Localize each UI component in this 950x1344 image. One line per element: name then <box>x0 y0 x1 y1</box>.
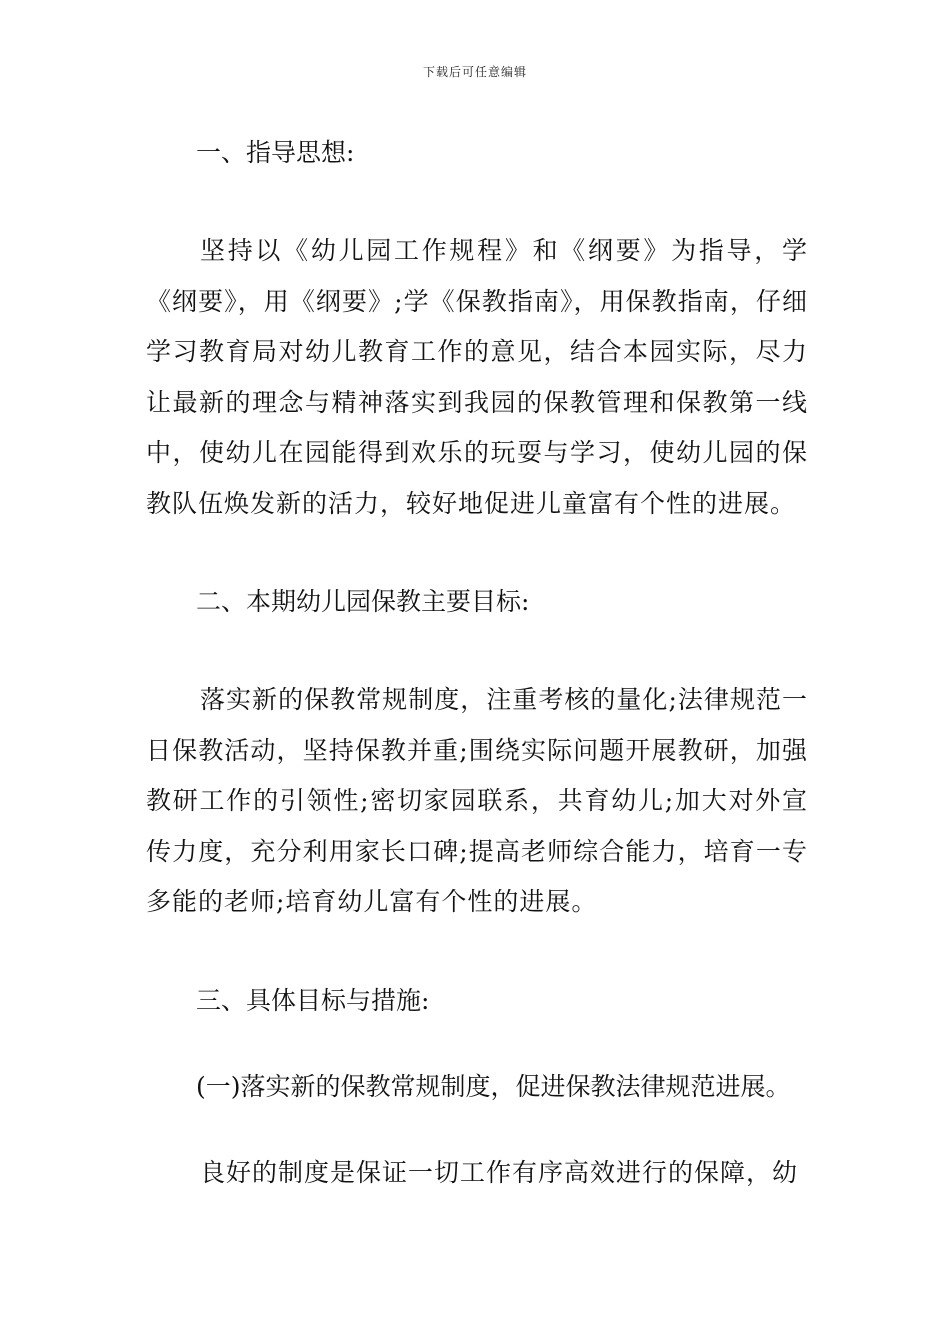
section-paragraph-1: 坚持以《幼儿园工作规程》和《纲要》为指导，学《纲要》，用《纲要》;学《保教指南》，用保教指南，仔细学习教育局对幼儿教育工作的意见，结合本园实际，尽力让最新的理念与精神落实到我园的保教管理和保教第一线中，使幼儿在园能得到欢乐的玩耍与学习，使幼儿园的保教队伍焕发新的活力，较好地促进儿童富有个性的进展。 <box>146 236 808 518</box>
spacer <box>146 627 808 675</box>
spacer <box>146 1026 808 1062</box>
section-heading-1: 一、指导思想: <box>196 138 355 167</box>
section-paragraph-3: 良好的制度是保证一切工作有序高效进行的保障，幼 <box>200 1157 799 1187</box>
spacer <box>146 1112 808 1148</box>
spacer <box>146 529 808 577</box>
section-heading-3: 三、具体目标与措施: <box>196 985 430 1015</box>
document-body <box>146 128 808 1198</box>
header-note: 下载后可任意编辑 <box>422 65 527 79</box>
subsection-heading-3-1: (一)落实新的保教常规制度，促进保教法律规范进展。 <box>196 1071 791 1101</box>
section-heading-2: 二、本期幼儿园保教主要目标: <box>196 587 530 616</box>
spacer <box>146 178 808 226</box>
section-paragraph-2: 落实新的保教常规制度，注重考核的量化;法律规范一日保教活动，坚持保教并重;围绕实际问题开展教研，加强教研工作的引领性;密切家园联系，共育幼儿;加大对外宣传力度，充分利用家长口碑;提高老师综合能力，培育一专多能的老师;培育幼儿富有个性的进展。 <box>146 685 808 916</box>
spacer <box>146 928 808 976</box>
